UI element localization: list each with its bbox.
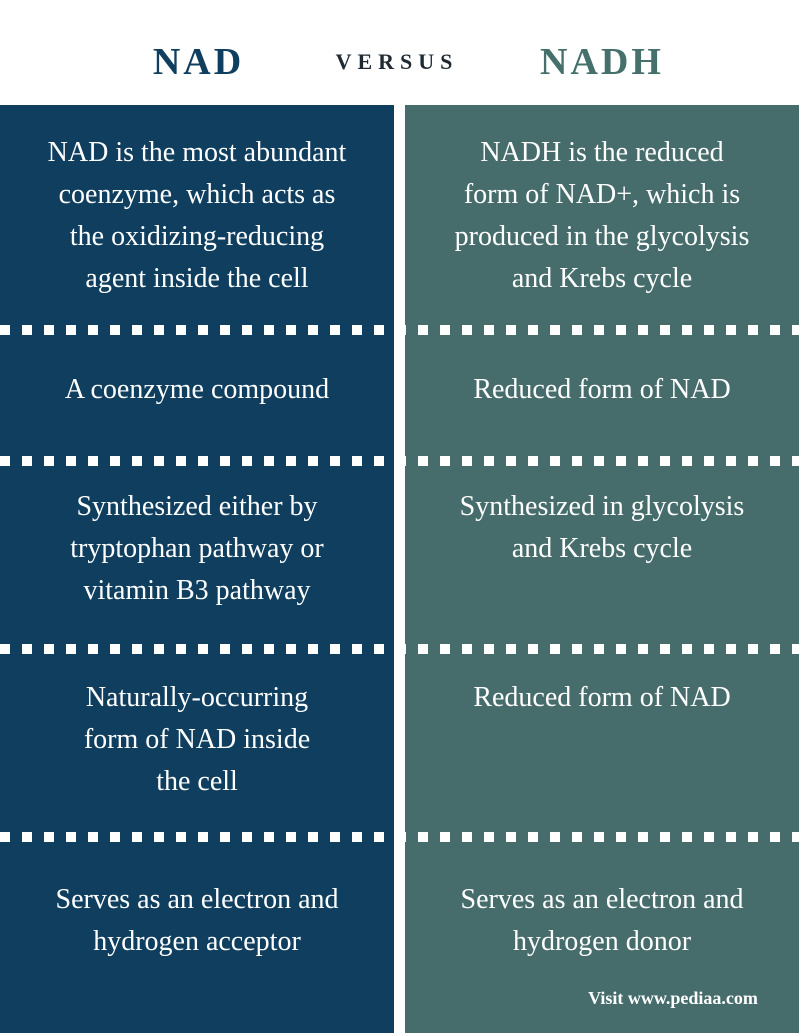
cell-line: tryptophan pathway or: [70, 533, 324, 564]
cell-line: the oxidizing-reducing: [69, 221, 325, 252]
versus-label: VERSUS: [335, 49, 459, 74]
cell-line: A coenzyme compound: [64, 374, 330, 405]
nadh-form-cell: [405, 677, 799, 719]
cell-line: vitamin B3 pathway: [83, 575, 311, 606]
cell-line: coenzyme, which acts as: [58, 179, 336, 210]
cell-line: Synthesized in glycolysis: [459, 491, 745, 522]
nadh-definition-cell: [405, 132, 799, 300]
nad-synthesis-cell: [0, 486, 394, 612]
cell-line: Serves as an electron and: [460, 884, 744, 915]
nad-role-cell: [0, 879, 394, 963]
cell-line: form of NAD inside: [83, 724, 311, 755]
cell-line: NAD is the most abundant: [47, 137, 347, 168]
cell-line: hydrogen acceptor: [93, 926, 301, 957]
nad-title: NAD: [152, 41, 245, 83]
cell-line: Serves as an electron and: [55, 884, 339, 915]
row-divider: [0, 832, 799, 842]
cell-line: Reduced form of NAD: [473, 682, 731, 713]
cell-line: Reduced form of NAD: [473, 374, 731, 405]
cell-line: NADH is the reduced: [480, 137, 724, 168]
row-divider: [0, 644, 799, 654]
cell-line: and Krebs cycle: [511, 533, 693, 564]
comparison-header: [0, 0, 799, 105]
nad-form-cell: [0, 677, 394, 803]
nad-nature-cell: [0, 369, 394, 411]
nadh-column: [405, 105, 799, 1033]
nad-column: [0, 105, 394, 1033]
cell-line: form of NAD+, which is: [463, 179, 741, 210]
cell-line: produced in the glycolysis: [454, 221, 750, 252]
cell-line: and Krebs cycle: [511, 263, 693, 294]
nadh-synthesis-cell: [405, 486, 799, 570]
cell-line: Naturally-occurring: [85, 682, 309, 713]
nadh-role-cell: [405, 879, 799, 963]
nadh-title: NADH: [540, 41, 664, 83]
cell-line: Synthesized either by: [76, 491, 318, 522]
cell-line: the cell: [156, 766, 238, 797]
cell-line: hydrogen donor: [512, 926, 692, 957]
nad-definition-cell: [0, 132, 394, 300]
row-divider: [0, 325, 799, 335]
row-divider: [0, 456, 799, 466]
source-footer: Visit www.pediaa.com: [588, 988, 758, 1008]
nadh-nature-cell: [405, 369, 799, 411]
cell-line: agent inside the cell: [85, 263, 309, 294]
